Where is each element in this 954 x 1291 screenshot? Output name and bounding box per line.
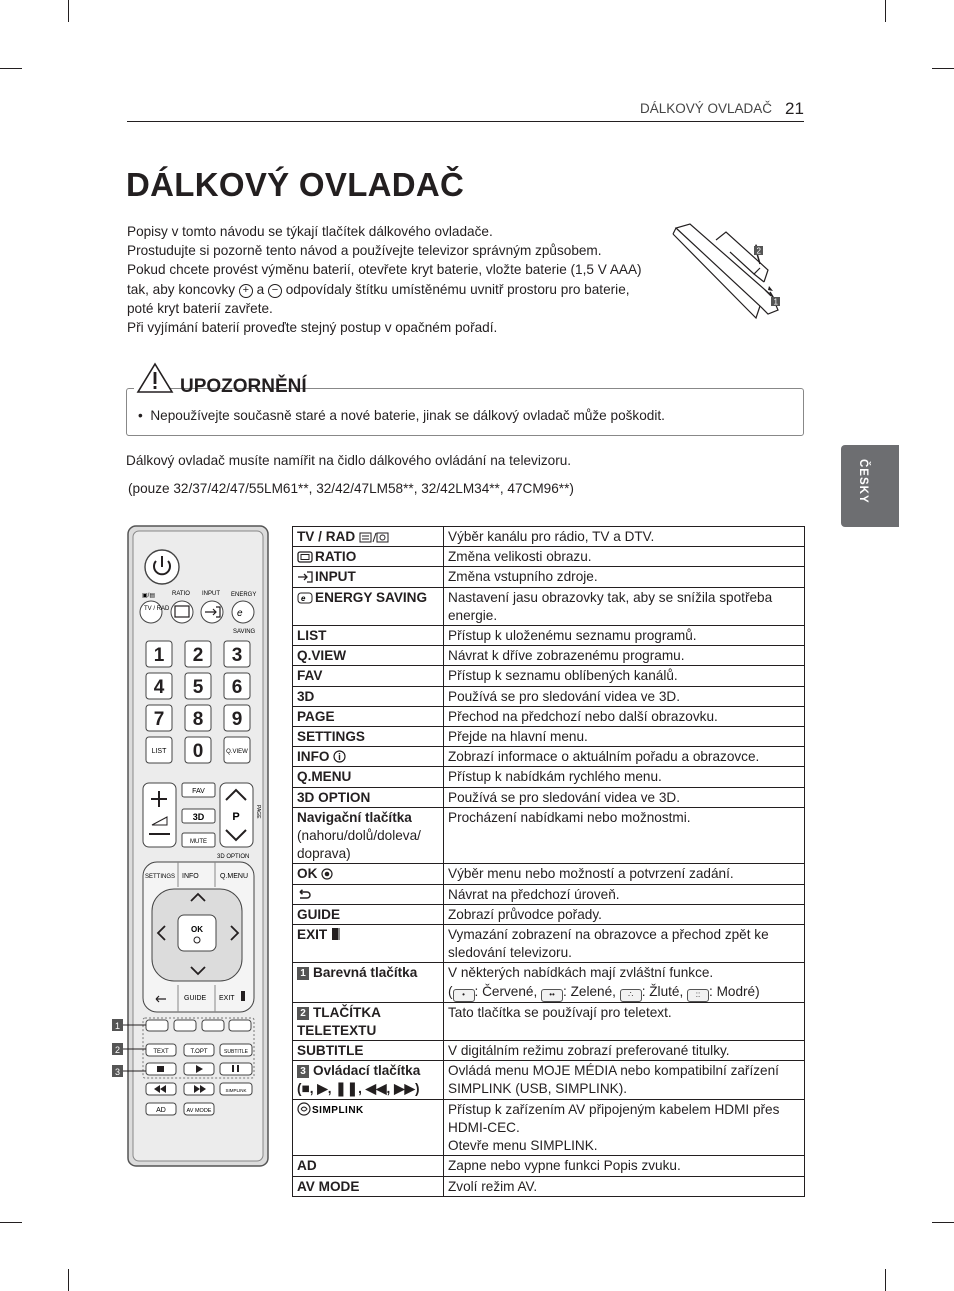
svg-text:INPUT: INPUT [202,591,220,597]
crop-mark [885,0,886,22]
table-row: PAGE Přechod na předchozí nebo další obrazovku. [293,706,805,726]
caution-item: • Nepoužívejte současně staré a nové baterie, jinak se dálkový ovladač může poškodit. [138,408,665,423]
svg-text:3: 3 [231,645,243,666]
info-icon [333,750,346,763]
svg-text:9: 9 [231,709,243,730]
intro-line: Pokud chcete provést výměnu baterií, otevřete kryt baterie, vložte baterie (1,5 V AAA) [127,262,642,278]
ratio-icon [297,551,313,563]
battery-cover-illustration [668,222,786,322]
svg-text:1: 1 [773,297,778,307]
page-number: 21 [785,99,804,118]
table-row: 2 TLAČÍTKA TELETEXTU Tato tlačítka se používají pro teletext. [293,1002,805,1040]
yellow-button-icon: ∴ [620,989,642,1002]
callout-badge: 3 [297,1065,309,1078]
svg-text:e: e [237,608,243,619]
svg-text:3D OPTION: 3D OPTION [217,854,250,860]
table-row: AD Zapne nebo vypne funkci Popis zvuku. [293,1156,805,1176]
svg-text:4: 4 [153,677,165,698]
ok-icon [321,868,333,880]
remote-functions-table [292,526,805,1197]
minus-terminal-icon: − [268,284,282,298]
warning-icon [136,362,176,394]
crop-mark [885,1269,886,1291]
svg-text:FAV: FAV [192,788,205,795]
svg-text:AD: AD [156,1107,166,1114]
svg-text:8: 8 [192,709,204,730]
table-row: 3D OPTION Používá se pro sledování videa ve 3D. [293,787,805,807]
table-row: Návrat na předchozí úroveň. [293,884,805,904]
svg-text:T.OPT: T.OPT [190,1049,208,1055]
plus-terminal-icon: + [239,284,253,298]
svg-text:Q.VIEW: Q.VIEW [226,749,248,755]
3d-icon: 3D [293,686,444,706]
svg-text:SIMPLINK: SIMPLINK [225,1088,247,1093]
table-row: INFO Zobrazí informace o aktuálním pořadu a obrazovce. [293,747,805,767]
aim-instruction: Dálkový ovladač musíte namířit na čidlo dálkového ovládání na televizoru. [126,453,572,468]
page-title: DÁLKOVÝ OVLADAČ [126,166,465,203]
table-row: LIST Přístup k uloženému seznamu programů. [293,626,805,646]
crop-mark [0,68,22,69]
svg-text:e: e [301,593,306,603]
svg-text:SETTINGS: SETTINGS [145,874,176,880]
intro-line: poté kryt baterií zavřete. [127,300,273,316]
svg-text:RATIO: RATIO [172,591,190,597]
table-row: e ENERGY SAVING Nastavení jasu obrazovky tak, aby se snížila spotřeba energie. [293,587,805,625]
svg-text:P: P [232,811,240,823]
svg-text:SIMPLINK: SIMPLINK [312,1104,364,1116]
svg-text:Q.MENU: Q.MENU [220,873,248,880]
table-row: 3D Používá se pro sledování videa ve 3D. [293,686,805,706]
svg-text:1: 1 [115,1021,121,1031]
svg-text:SUBTITLE: SUBTITLE [224,1049,248,1055]
crop-mark [68,0,69,22]
table-row: GUIDE Zobrazí průvodce pořady. [293,904,805,924]
svg-text:0: 0 [192,741,204,762]
svg-text:5: 5 [192,677,204,698]
running-header: DÁLKOVÝ OVLADAČ [639,101,772,116]
intro-line: Při vyjímání baterií proveďte stejný postup v opačném pořadí. [127,320,498,336]
table-row: Navigační tlačítka (nahoru/dolů/doleva/ doprava) Procházení nabídkami nebo možnostmi. [293,807,805,864]
svg-text:1: 1 [153,645,165,666]
svg-text:6: 6 [231,677,243,698]
intro-text [127,222,672,337]
table-row: SUBTITLE V digitálním režimu zobrazí preferované titulky. [293,1041,805,1061]
svg-text:INFO: INFO [182,873,199,880]
header-rule [127,121,804,122]
tvrad-icon-label: ▣/▤ [142,593,156,599]
svg-text:TV / RAD: TV / RAD [144,606,170,612]
table-row: RATIO Změna velikosti obrazu. [293,547,805,567]
svg-text:AV MODE: AV MODE [186,1108,212,1114]
energy-saving-icon [297,592,313,604]
svg-text:PAGE: PAGE [255,805,261,819]
svg-text:SAVING: SAVING [233,629,256,635]
table-row: 3 Ovládací tlačítka (■, ▶, ❚❚, ◀◀, ▶▶) Ovládá menu MOJE MÉDIA nebo kompatibilní zařízení SIMPLINK (USB, SIMPLINK). [293,1061,805,1099]
svg-text:MUTE: MUTE [190,839,207,845]
tv-radio-icon [359,532,389,543]
exit-icon [331,927,341,941]
svg-text:EXIT: EXIT [219,995,235,1002]
intro-line: tak, aby koncovky + a − odpovídaly štítku umístěnému uvnitř prostoru pro baterie, [127,281,630,297]
remote-control-illustration [112,525,270,1167]
intro-line: Popisy v tomto návodu se týkají tlačítek dálkového ovladače. [127,224,493,239]
red-button-icon: • [453,989,475,1002]
svg-text:3D: 3D [192,812,205,822]
svg-text:LIST: LIST [151,748,167,755]
crop-mark [68,1269,69,1291]
table-row: Q.MENU Přístup k nabídkám rychlého menu. [293,767,805,787]
svg-text:ENERGY: ENERGY [231,592,257,598]
svg-text:TEXT: TEXT [153,1049,169,1055]
back-icon [297,889,311,901]
crop-mark [0,1222,22,1223]
svg-text:7: 7 [153,709,165,730]
table-row: 1 Barevná tlačítka V některých nabídkách mají zvláštní funkce. ( • : Červené, •• : Zelené, ∴ : Žluté, :: : Modré) [293,963,805,1002]
green-button-icon: •• [541,989,563,1002]
callout-badge: 1 [297,967,309,980]
caution-title: UPOZORNĚNÍ [180,376,307,397]
svg-text:OK: OK [191,925,203,934]
model-note: (pouze 32/37/42/47/55LM61**, 32/42/47LM58**, 32/42LM34**, 47CM96**) [128,481,574,496]
table-row: SETTINGS Přejde na hlavní menu. [293,727,805,747]
svg-text:2: 2 [756,246,761,256]
svg-text:GUIDE: GUIDE [184,995,207,1002]
callout-badge: 2 [297,1007,309,1020]
table-row: INPUT Změna vstupního zdroje. [293,567,805,587]
table-row: OK Výběr menu nebo možností a potvrzení zadání. [293,864,805,884]
svg-text:2: 2 [115,1045,121,1055]
table-row: TV / RAD Výběr kanálu pro rádio, TV a DTV. [293,527,805,547]
simplink-logo-icon [297,1102,373,1116]
intro-line: Prostudujte si pozorně tento návod a používejte televizor správným způsobem. [127,243,602,259]
language-tab: ČESKY [841,445,899,527]
crop-mark [932,68,954,69]
crop-mark [932,1222,954,1223]
blue-button-icon: :: [687,989,709,1002]
input-icon [297,571,313,583]
table-row: Q.VIEW Návrat k dříve zobrazenému programu. [293,646,805,666]
table-row: AV MODE Zvolí režim AV. [293,1176,805,1196]
caution-header [134,362,307,397]
table-row: SIMPLINK Přístup k zařízením AV připojeným kabelem HDMI přes HDMI-CEC. Otevře menu SIMPLINK. [293,1099,805,1156]
table-row: EXIT Vymazání zobrazení na obrazovce a přechod zpět ke sledování televizoru. [293,925,805,963]
svg-text:3: 3 [115,1067,121,1077]
table-row: FAV Přístup k seznamu oblíbených kanálů. [293,666,805,686]
svg-text:2: 2 [192,645,204,666]
